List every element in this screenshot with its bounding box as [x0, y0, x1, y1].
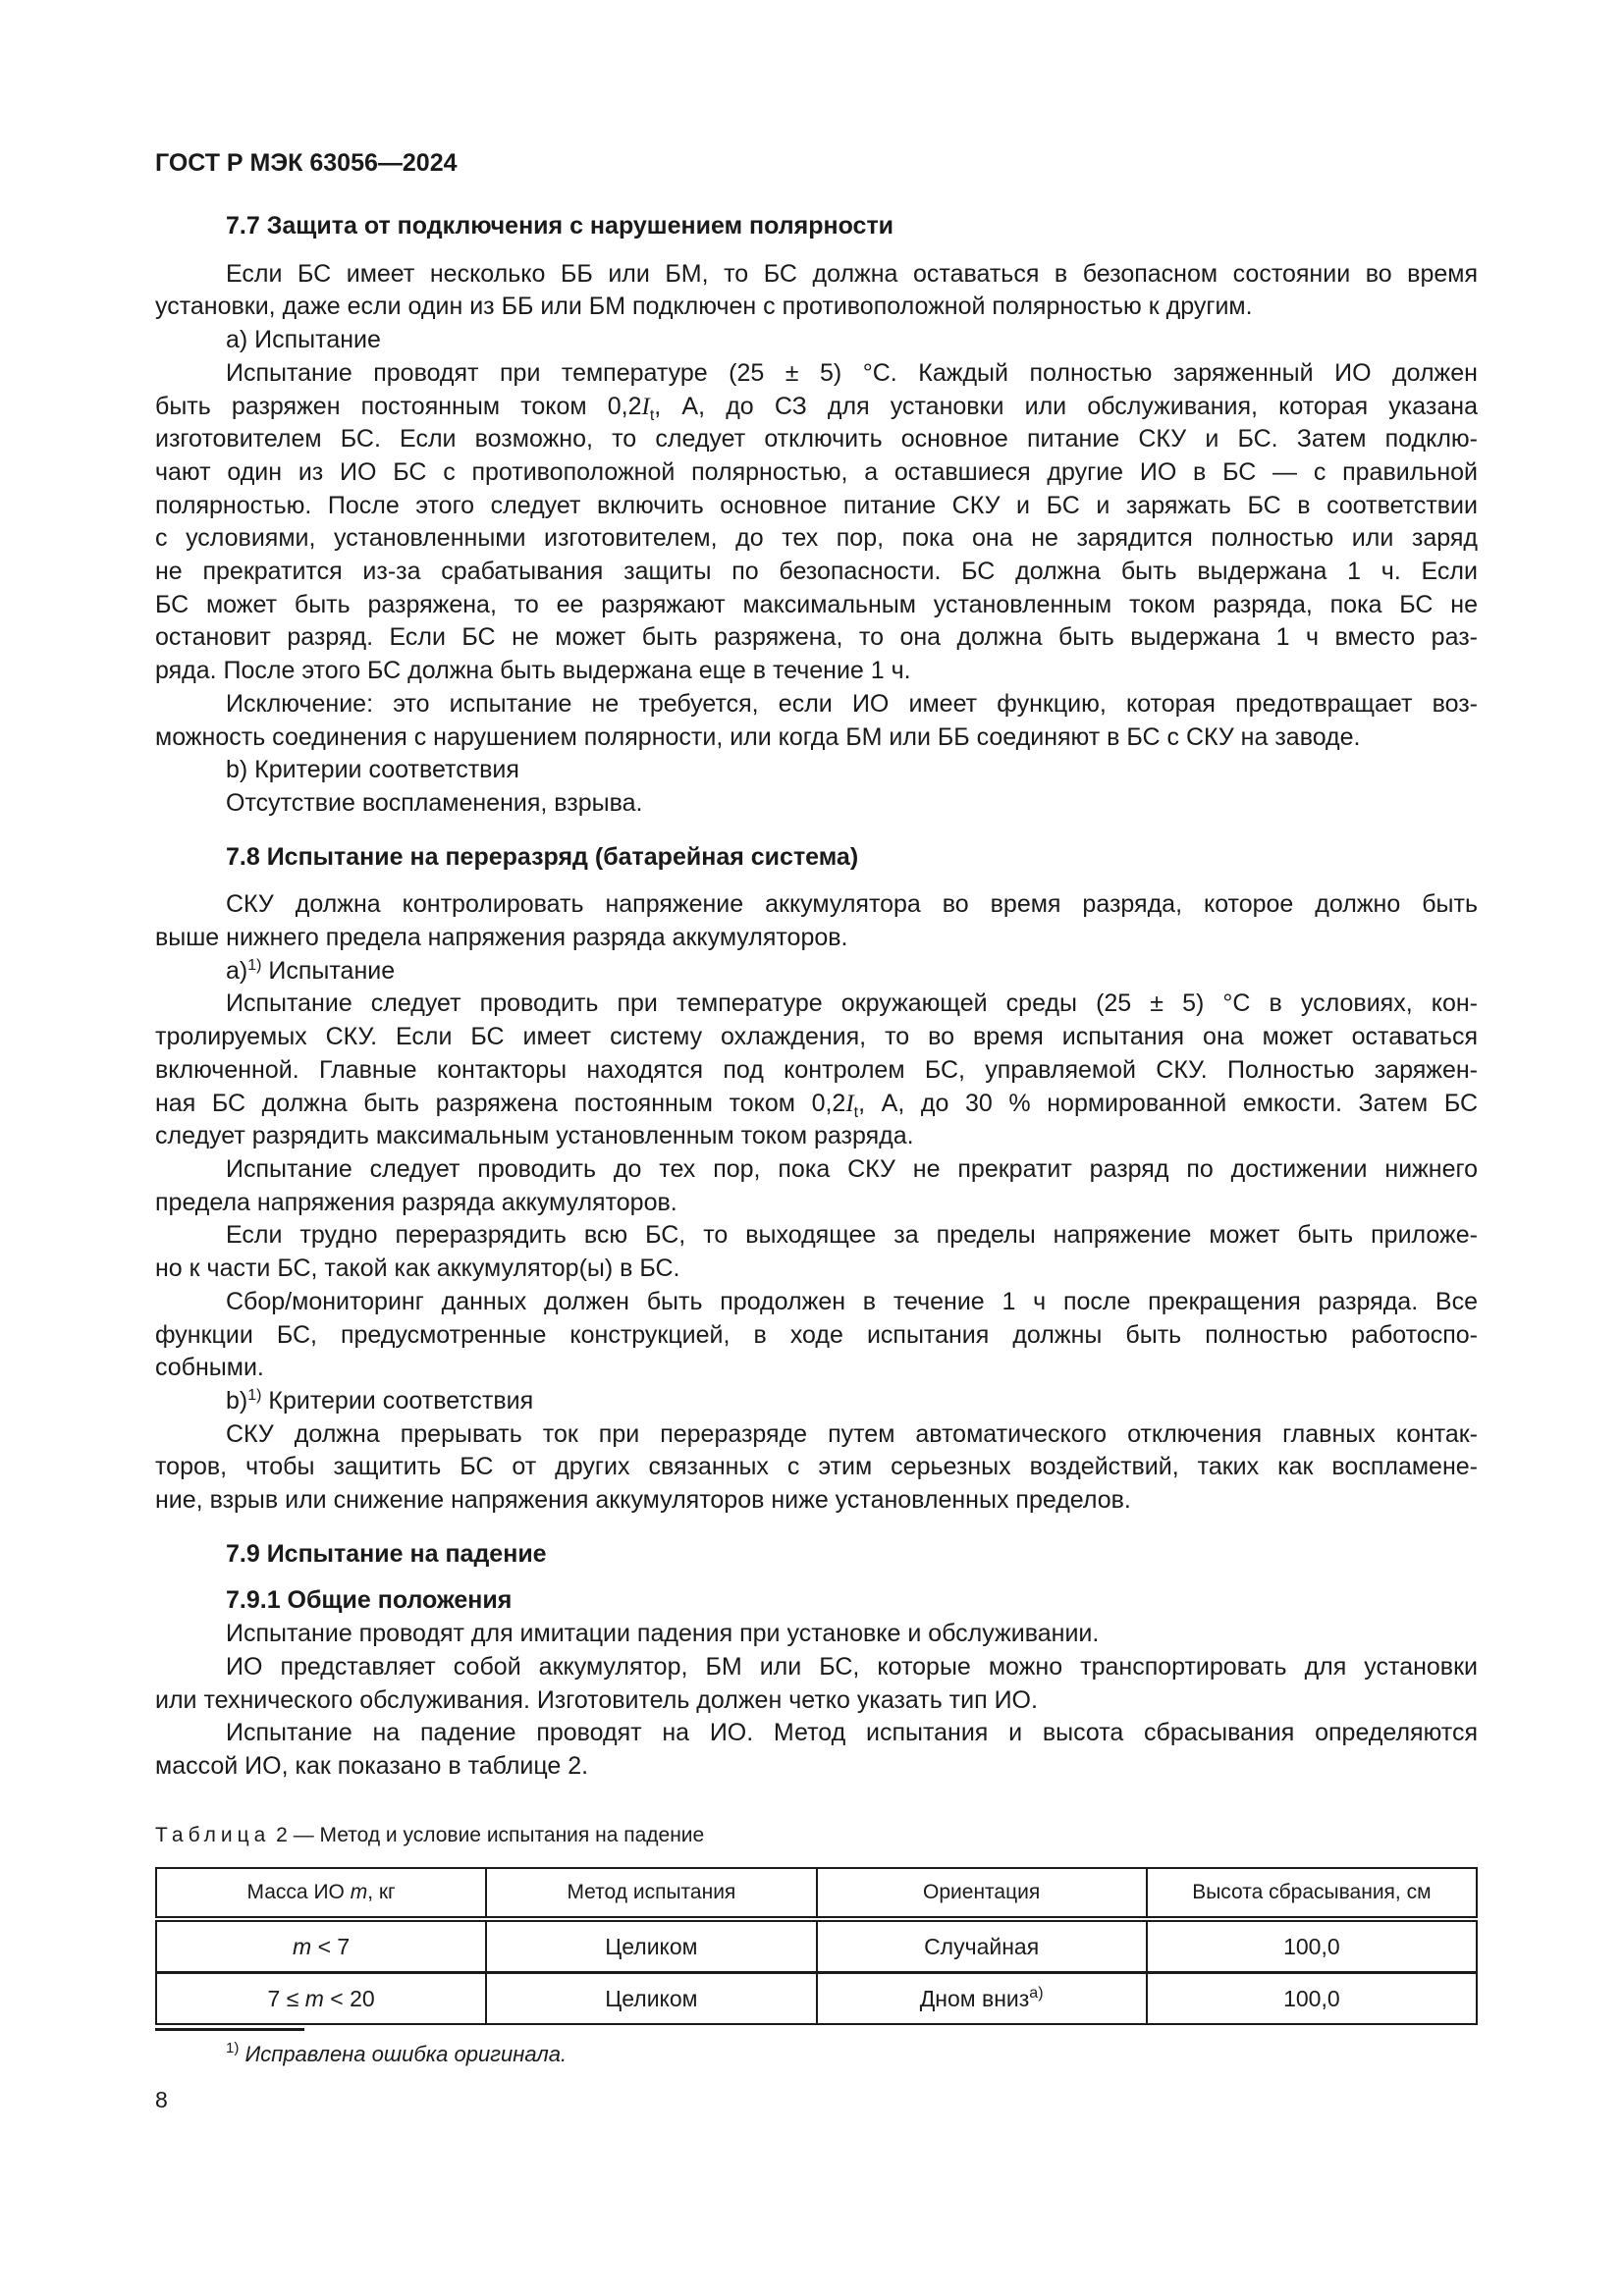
text-line: СКУ должна контролировать напряжение аккумулятора во время разряда, которое должно быть [226, 890, 1478, 919]
text-line: Испытание следует проводить до тех пор, пока СКУ не прекратит разряд по достижении нижнего [226, 1154, 1478, 1183]
paragraph [155, 988, 1478, 1153]
page-number: 8 [155, 2087, 168, 2112]
text-line: Испытание следует проводить при температуре окружающей среды (25 ± 5) °С в условиях, кон- [226, 989, 1478, 1018]
section-heading: 7.8 Испытание на переразряд (батарейная система) [226, 842, 859, 871]
cell-height: 100,0 [1147, 1919, 1477, 1973]
text-line: СКУ должна прерывать ток при переразряде путем автоматического отключения главных контак- [226, 1419, 1478, 1448]
table-caption [155, 1824, 704, 1847]
text-segment: 1) [247, 1386, 262, 1404]
text-line: чают один из ИО БС с противоположной полярностью, а оставшиеся другие ИО в БС — с правильной [155, 457, 1478, 486]
text-line: ИО представляет собой аккумулятор, БМ или БС, которые можно транспортировать для установки [226, 1652, 1478, 1681]
text-line: или технического обслуживания. Изготовитель должен четко указать тип ИО. [155, 1685, 1038, 1714]
paragraph [155, 888, 1478, 954]
text-segment: 1) [247, 956, 262, 974]
cell-method: Целиком [486, 1973, 816, 2025]
text-segment: , А, до СЗ для установки или обслуживания, которая указана [654, 392, 1478, 420]
section-heading: 7.9 Испытание на падение [226, 1539, 547, 1568]
text-line: Сбор/мониторинг данных должен быть продолжен в течение 1 ч после прекращения разряда. Все [226, 1287, 1478, 1315]
paragraph [155, 688, 1478, 754]
text-segment: Испытание [261, 956, 396, 985]
text-segment: быть разряжен постоянным током 0,2 [155, 392, 642, 420]
document-header: ГОСТ Р МЭК 63056—2024 [155, 149, 458, 177]
text-line: тролируемых СКУ. Если БС имеет систему охлаждения, то во время испытания она может оставаться [155, 1023, 1478, 1051]
text-line: Если БС имеет несколько ББ или БМ, то БС должна оставаться в безопасном состоянии во время [226, 259, 1478, 288]
text-line: изготовителем БС. Если возможно, то следует отключить основное питание СКУ и БС. Затем подклю- [155, 425, 1478, 454]
footnote-divider [155, 2028, 304, 2031]
text-line: установки, даже если один из ББ или БМ подключен с противоположной полярностью к другим. [155, 293, 1253, 321]
text-line: полярностью. После этого следует включить основное питание СКУ и БС и заряжать БС в соответствии [155, 491, 1478, 519]
text-line: не прекратится из-за срабатывания защиты по безопасности. БС должна быть выдержана 1 ч. Если [155, 558, 1478, 586]
paragraph [155, 754, 1478, 787]
text-line: b) Критерии соответствия [226, 756, 519, 784]
text-line: Испытание на падение проводят на ИО. Метод испытания и высота сбрасывания определяются [226, 1719, 1478, 1747]
paragraph [155, 955, 1478, 988]
drop-test-table [155, 1867, 1478, 2025]
cell-mass: m < 7 [156, 1919, 486, 1973]
text-line: торов, чтобы защитить БС от других связанных с этим серьезных воздействий, таких как воспламене- [155, 1453, 1478, 1481]
table-row [156, 1973, 1477, 2025]
text-line: но к части БС, такой как аккумулятор(ы) в БС. [155, 1255, 680, 1283]
header-mass: Масса ИО m, кг [156, 1868, 486, 1919]
orientation-text: Дном вниз [919, 1985, 1030, 2011]
paragraph [155, 1418, 1478, 1518]
text-line: Исключение: это испытание не требуется, если ИО имеет функцию, которая предотвращает воз- [226, 689, 1478, 718]
text-segment: b) [226, 1386, 248, 1415]
text-segment: , А, до 30 % нормированной емкости. Затем БС [858, 1089, 1478, 1117]
cell-height: 100,0 [1147, 1973, 1477, 2025]
text-line: можность соединения с нарушением полярности, или когда БМ или ББ соединяют в БС с СКУ на заводе. [155, 722, 1361, 751]
text-segment: I [845, 1090, 854, 1117]
text-segment: I [641, 393, 650, 420]
document-body [155, 210, 1478, 1784]
text-line: Отсутствие воспламенения, взрыва. [226, 788, 643, 817]
text-line: функции БС, предусмотренные конструкцией, в ходе испытания должны быть полностью работоспо- [155, 1320, 1478, 1349]
text-line [155, 391, 1478, 424]
text-line: следует разрядить максимальным установленным током разряда. [155, 1122, 914, 1150]
cell-orientation [817, 1919, 1147, 1973]
header-orientation: Ориентация [817, 1868, 1147, 1919]
text-line: с условиями, установленными изготовителем, до тех пор, пока она не зарядится полностью или заряд [155, 524, 1478, 553]
paragraph [155, 357, 1478, 688]
header-method: Метод испытания [486, 1868, 816, 1919]
paragraph [155, 787, 1478, 821]
text-segment: t [853, 1103, 859, 1121]
text-line: Испытание проводят при температуре (25 ± 5) °С. Каждый полностью заряженный ИО должен [226, 358, 1478, 387]
text-line: собными. [155, 1354, 264, 1382]
paragraph [155, 1219, 1478, 1285]
paragraph [155, 1651, 1478, 1717]
text-line [155, 955, 1478, 988]
header-height: Высота сбрасывания, см [1147, 1868, 1477, 1919]
table-caption-label: Таблица [155, 1824, 271, 1846]
footnote-marker: 1) [226, 2040, 240, 2056]
text-segment: t [649, 406, 655, 424]
cell-method: Целиком [486, 1919, 816, 1973]
table-row [156, 1919, 1477, 1973]
text-line: a) Испытание [226, 326, 381, 354]
footnote [226, 2042, 567, 2067]
paragraph [155, 324, 1478, 357]
section-heading: 7.9.1 Общие положения [226, 1586, 513, 1615]
table-header-row [156, 1868, 1477, 1919]
orientation-text: Случайная [924, 1933, 1040, 1959]
footnote-text: Исправлена ошибка оригинала. [244, 2042, 568, 2066]
text-line: БС может быть разряжена, то ее разряжают максимальным установленным током разряда, пока БС не [155, 590, 1478, 618]
text-line: предела напряжения разряда аккумуляторов. [155, 1188, 677, 1216]
section-heading: 7.7 Защита от подключения с нарушением полярности [226, 212, 894, 240]
paragraph [155, 258, 1478, 324]
paragraph [155, 1618, 1478, 1651]
table-note-marker: a) [1029, 1984, 1044, 2002]
text-segment: Критерии соответствия [261, 1386, 534, 1415]
text-line [155, 1088, 1478, 1121]
table-caption-text: 2 — Метод и условие испытания на падение [270, 1824, 705, 1846]
variable-m: m [350, 1881, 368, 1903]
text-line: выше нижнего предела напряжения разряда аккумуляторов. [155, 924, 848, 952]
text-line: Испытание проводят для имитации падения при установке и обслуживании. [226, 1620, 1100, 1648]
paragraph [155, 1385, 1478, 1418]
paragraph [155, 1286, 1478, 1385]
text-segment: ная БС должна быть разряжена постоянным током 0,2 [155, 1089, 846, 1117]
text-segment: a) [226, 956, 248, 985]
paragraph [155, 1717, 1478, 1783]
text-line [155, 1385, 1478, 1418]
text-line: ряда. После этого БС должна быть выдержана еще в течение 1 ч. [155, 657, 911, 685]
cell-mass: 7 ≤ m < 20 [156, 1973, 486, 2025]
text-line: ние, взрыв или снижение напряжения аккумуляторов ниже установленных пределов. [155, 1486, 1131, 1515]
text-line: включенной. Главные контакторы находятся под контролем БС, управляемой СКУ. Полностью заряжен- [155, 1055, 1478, 1084]
text-line: массой ИО, как показано в таблице 2. [155, 1751, 589, 1780]
cell-orientation [817, 1973, 1147, 2025]
paragraph [155, 1153, 1478, 1219]
text-line: Если трудно переразрядить всю БС, то выходящее за пределы напряжение может быть приложе- [226, 1221, 1478, 1250]
text-line: остановит разряд. Если БС не может быть разряжена, то она должна быть выдержана 1 ч вместо раз- [155, 623, 1478, 652]
